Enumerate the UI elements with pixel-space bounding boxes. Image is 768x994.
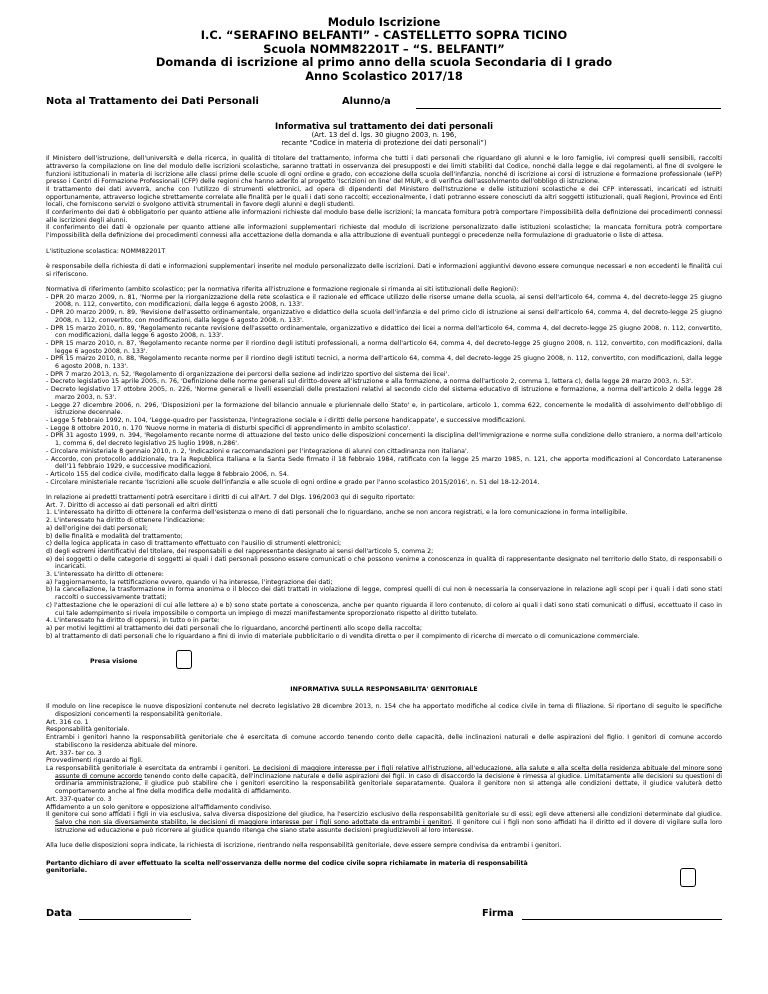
article-text <box>46 765 722 796</box>
rights-item: a) l'aggiornamento, la rettificazione ovvero, quando vi ha interesse, l'integrazione dei dati; <box>46 578 333 586</box>
presa-visione-row <box>46 644 722 678</box>
pertanto-statement: Pertanto dichiaro di aver effettuato la scelta nell'osservanza delle norme del codice civile sopra richiamate in materia di responsabilità genitoriale. <box>46 859 528 875</box>
data-field[interactable] <box>79 919 191 920</box>
rights-list <box>46 502 722 641</box>
firma-label: Firma <box>482 907 514 919</box>
header-title: Modulo Iscrizione <box>327 15 441 29</box>
data-label: Data <box>46 907 73 919</box>
normativa-item: - Circolare ministeriale 8 gennaio 2010, n. 2, 'Indicazioni e raccomandazioni per l'integrazione di alunni con cittadinanza non italiana'. <box>46 447 469 455</box>
rights-item: b) al trattamento di dati personali che lo riguardano a fini di invio di materiale pubblicitario o di vendita diretta o per il compimento di ricerche di mercato o di comunicazione commerciale. <box>46 632 640 640</box>
paragraph: Il conferimento dei dati è obbligatorio per quanto attiene alle informazioni richieste dal modulo base delle iscrizioni; la mancata fornitura potrà comportare l'impossibilità della definizione dei procedimenti connessi alle iscrizioni degli alunni. <box>46 209 722 224</box>
alunno-label: Alunno/a <box>342 96 391 108</box>
normativa-item: - DPR 31 agosto 1999, n. 394, 'Regolamento recante norme di attuazione del testo unico delle disposizioni concernenti la disciplina dell'immigrazione e norme sulla condizione dello straniero, a norma dell'articolo 1, comma 6, del decreto legislativo 25 luglio 1998, n.286'. <box>46 432 722 448</box>
rights-item: d) degli estremi identificativi del titolare, dei responsabili e del rappresentante designato ai sensi dell'articolo 5, comma 2; <box>46 547 434 555</box>
normativa-item: - Decreto legislativo 15 aprile 2005, n. 76, 'Definizione delle norme generali sul diritto-dovere all'istruzione e alla formazione, a norma dell'articolo 2, comma 1, lettera c), della legge 28 marzo 2003, n. 53'. <box>46 378 694 386</box>
presa-visione-checkbox[interactable] <box>176 650 192 669</box>
article-text-part: La responsabilità genitoriale è esercitata da entrambi i genitori. <box>46 764 253 772</box>
normativa-item: - DPR 15 marzo 2010, n. 89, 'Regolamento recante revisione dell'assetto ordinamentale, organizzativo e didattico dei licei a norma dell'articolo 64, comma 4, del decreto-legge 25 giugno 2008, n. 112, convertito, con modificazioni, dalla legge 6 agosto 2008, n. 133'. <box>46 324 722 340</box>
rights-item: 3. L'interessato ha diritto di ottenere: <box>46 571 164 579</box>
rights-item: a) dell'origine dei dati personali; <box>46 524 148 532</box>
rights-item: 1. L'interessato ha diritto di ottenere la conferma dell'esistenza o meno di dati personali che lo riguardano, anche se non ancora registrati, e la loro comunicazione in forma intelligibile. <box>46 509 628 517</box>
school-code-line: L'istituzione scolastica: NOMM82201T <box>46 247 166 255</box>
article-heading: Art. 337-quater co. 3 <box>46 795 112 803</box>
normativa-item: - Legge 5 febbraio 1992, n. 104, 'Legge-quadro per l'assistenza, l'integrazione sociale e i diritti delle persone handicappate', e successive modificazioni. <box>46 416 526 424</box>
article-title: Responsabilità genitoriale. <box>46 726 130 734</box>
firma-field[interactable] <box>522 919 722 920</box>
header-request: Domanda di iscrizione al primo anno della scuola Secondaria di I grado <box>155 55 613 70</box>
paragraph: Il conferimento dei dati è opzionale per quanto attiene alle informazioni supplementari richieste dal modulo di iscrizione personalizzato dalle istituzioni scolastiche; la mancata fornitura potrà comportare l'impossibilità della definizione dei procedimenti connessi alla accettazione della domanda e alla attribuzione di eventuali punteggi o precedenze nella formulazione di graduatorie o liste di attesa. <box>46 224 722 240</box>
rights-item: Art. 7. Diritto di accesso ai dati personali ed altri diritti <box>46 501 218 509</box>
rights-intro: In relazione ai predetti trattamenti potrà esercitare i diritti di cui all'Art. 7 del Dlgs. 196/2003 qui di seguito riportato: <box>46 494 415 501</box>
header-school: I.C. “SERAFINO BELFANTI” - CASTELLETTO SOPRA TICINO <box>200 28 568 43</box>
document-page <box>46 16 722 922</box>
normativa-item: - DPR 15 marzo 2010, n. 88, 'Regolamento recante norme per il riordino degli istituti tecnici, a norma dell'articolo 64, comma 4, del decreto-legge 25 giugno 2008, n. 112, convertito, con modificazioni, dalla legge 6 agosto 2008, n. 133'. <box>46 355 722 371</box>
article-text: Entrambi i genitori hanno la responsabilità genitoriale che è esercitata di comune accordo tenendo conto delle capacità, delle inclinazioni naturali e delle aspirazioni del figlio. I genitori di comune accordo stabiliscono la residenza abituale del minore. <box>46 734 722 749</box>
rights-item: 2. L'interessato ha diritto di ottenere l'indicazione: <box>46 517 205 525</box>
article-title: Provvedimenti riguardo ai figli. <box>46 757 143 765</box>
rights-item: a) per motivi legittimi al trattamento dei dati personali che lo riguardano, ancorché pertinenti allo scopo della raccolta; <box>46 624 422 632</box>
normativa-intro: Normativa di riferimento (ambito scolastico; per la normativa riferita all'istruzione e formazione regionale si rimanda ai siti istituzionali delle Regioni): <box>46 286 519 294</box>
paragraph: Il trattamento dei dati avverrà, anche con l'utilizzo di strumenti elettronici, ad opera di dipendenti del Ministero dell'Istruzione e delle istituzioni scolastiche e dei CFP interessati, incaricati ed istruiti opportunamente, attraverso logiche strettamente correlate alle finalità per le quali i dati sono raccolti; eccezionalmente, i dati potranno essere conosciuti da altri soggetti istituzionali, quali Regioni, Province ed Enti locali, che forniscono servizi o svolgono attività strumentali in favore degli alunni e degli studenti. <box>46 185 722 209</box>
rights-item: e) dei soggetti o delle categorie di soggetti ai quali i dati personali possono essere comunicati o che possono venirne a conoscenza in qualità di rappresentante designato nel territorio dello Stato, di responsabili o incaricati. <box>46 555 722 571</box>
responsabilita-intro: Il modulo on line recepisce le nuove disposizioni contenute nel decreto legislativo 28 dicembre 2013, n. 154 che ha apportato modifiche al codice civile in tema di filiazione. Si riportano di seguito le specifiche disposizioni concernenti la responsabilità genitoriale. <box>46 703 722 719</box>
responsabilita-title: INFORMATIVA SULLA RESPONSABILITA' GENITORIALE <box>290 686 478 694</box>
normativa-item: - Legge 8 ottobre 2010, n. 170 'Nuove norme in materia di disturbi specifici di apprendimento in ambito scolastico'. <box>46 424 411 432</box>
normativa-item: - Articolo 155 del codice civile, modificato dalla legge 8 febbraio 2006, n. 54. <box>46 470 289 478</box>
rights-item: b) delle finalità e modalità del trattamento; <box>46 532 183 540</box>
nota-label: Nota al Trattamento dei Dati Personali <box>46 96 259 108</box>
header-school-code: Scuola NOMM82201T – “S. BELFANTI” <box>263 41 505 56</box>
informativa-title: Informativa sul trattamento dei dati personali <box>275 121 493 132</box>
article-text <box>46 811 722 834</box>
article-text-part: . Il genitore cui i figli non sono affidati ha il diritto ed il dovere di vigilare sulla loro istruzione ed educazione e può ricorrere al giudice quando ritenga che siano state assunte decisioni pregiudizievoli al loro interesse. <box>55 818 722 834</box>
document-header <box>46 16 722 83</box>
article-heading: Art. 337- ter co. 3 <box>46 749 102 757</box>
pertanto-checkbox[interactable] <box>680 868 696 887</box>
normativa-item: - DPR 15 marzo 2010, n. 87, 'Regolamento recante norme per il riordino degli istituti professionali, a norma dell'articolo 64, comma 4, del decreto-legge 25 giugno 2008, n. 112, convertito, con modificazioni, dalla legge 6 agosto 2008, n. 133'. <box>46 339 722 355</box>
header-year: Anno Scolastico 2017/18 <box>305 68 463 83</box>
normativa-item: - Circolare ministeriale recante 'Iscrizioni alle scuole dell'infanzia e alle scuole di ogni ordine e grado per l'anno scolastico 2015/2016', n. 51 del 18-12-2014. <box>46 478 540 486</box>
alunno-field[interactable] <box>416 108 721 109</box>
closing-paragraph: Alla luce delle disposizioni sopra indicate, la richiesta di iscrizione, rientrando nella responsabilità genitoriale, deve essere sempre condivisa da entrambi i genitori. <box>46 842 562 849</box>
underlined-text: Le decisioni di maggiore interesse per i figli relative all'istruzione, all'educazione, alla salute e alla scelta della residenza abituale del minore sono assunte di comune accordo <box>55 764 722 780</box>
article-heading: Art. 316 co. 1 <box>46 718 89 726</box>
normativa-list <box>46 294 722 487</box>
paragraph: è responsabile della richiesta di dati e informazioni supplementari inserite nel modulo personalizzato delle iscrizioni. Dati e informazioni aggiuntivi devono essere comunque necessari e non eccedenti le finalità cui si riferiscono. <box>46 262 722 278</box>
normativa-item: - DPR 7 marzo 2013, n. 52, 'Regolamento di organizzazione dei percorsi della sezione ad indirizzo sportivo del sistema dei licei'. <box>46 370 450 378</box>
pertanto-row <box>46 860 722 890</box>
rights-item: 4. L'interessato ha diritto di opporsi, in tutto o in parte: <box>46 617 220 625</box>
normativa-item: - DPR 20 marzo 2009, n. 89, 'Revisione dell'assetto ordinamentale, organizzativo e didattico della scuola dell'infanzia e del primo ciclo di istruzione ai sensi dell'articolo 64, comma 4, del decreto-legge 25 giugno 2008, n. 112, convertito, con modificazioni, dalla legge 6 agosto 2008, n. 133'. <box>46 309 722 324</box>
normativa-item: - Legge 27 dicembre 2006, n. 296, 'Disposizioni per la formazione del bilancio annuale e pluriennale dello Stato' e, in particolare, articolo 1, comma 622, concernente le modalità di assolvimento dell'obbligo di istruzione decennale. <box>46 401 722 417</box>
rights-item: c) della logica applicata in caso di trattamento effettuato con l'ausilio di strumenti elettronici; <box>46 540 342 548</box>
normativa-item: - Decreto legislativo 17 ottobre 2005, n. 226, 'Norme generali e livelli essenziali delle prestazioni relativi al secondo ciclo del sistema educativo di istruzione e formazione, a norma dell'articolo 2 della legge 28 marzo 2003, n. 53'. <box>46 386 722 401</box>
informativa-subtitle-2: recante “Codice in materia di protezione dei dati personali”) <box>281 139 487 148</box>
signature-row <box>46 908 722 922</box>
article-title: Affidamento a un solo genitore e opposizione all'affidamento condiviso. <box>46 803 272 811</box>
rights-item: c) l'attestazione che le operazioni di cui alle lettere a) e b) sono state portate a conoscenza, anche per quanto riguarda il loro contenuto, di coloro ai quali i dati sono stati comunicati o diffusi, eccettuato il caso in cui tale adempimento si rivela impossibile o comporta un impiego di mezzi manifestamente sproporzionato rispetto al diritto tutelato. <box>46 601 722 617</box>
article-text-part: tenendo conto delle capacità, dell'inclinazione naturale e delle aspirazioni dei figli. In caso di disaccordo la decisione è rimessa al giudice. Limitatamente alle decisioni su questioni di ordinaria amministrazione, il giudice può stabilire che i genitori esercitino la responsabilità genitoriale separatamente. Qualora il genitore non si attenga alle condizioni dettate, il giudice valuterà detto comportamento anche al fine della modifica delle modalità di affidamento. <box>55 772 723 796</box>
article-text-part: Il genitore cui sono affidati i figli in via esclusiva, salva diversa disposizione del giudice, ha l'esercizio esclusivo della responsabilità genitoriale su di essi; egli deve attenersi alle condizioni determinate dal giudice. <box>46 811 722 819</box>
informativa-subtitle-1: (Art. 13 del d. lgs. 30 giugno 2003, n. 196, <box>311 131 457 140</box>
nota-row <box>46 90 722 112</box>
rights-item: b) la cancellazione, la trasformazione in forma anonima o il blocco dei dati trattati in violazione di legge, compresi quelli di cui non è necessaria la conservazione in relazione agli scopi per i quali i dati sono stati raccolti o successivamente trattati; <box>46 586 722 602</box>
underlined-text: Salvo che non sia diversamente stabilito, le decisioni di maggiore interesse per i figli sono adottate da entrambi i genitori <box>55 818 452 826</box>
normativa-item: - Accordo, con protocollo addizionale, tra la Repubblica Italiana e la Santa Sede firmato il 18 febbraio 1984, ratificato con la legge 25 marzo 1985, n. 121, che apporta modificazioni al Concordato Lateranense dell'11 febbraio 1929, e successive modificazioni. <box>46 455 722 471</box>
paragraph: Il Ministero dell'istruzione, dell'università e della ricerca, in qualità di titolare del trattamento, informa che tutti i dati personali che riguardano gli alunni e le loro famiglie, ivi compresi quelli sensibili, raccolti attraverso la compilazione on line del modulo delle iscrizioni scolastiche, saranno trattati in osservanza dei presupposti e dei limiti stabiliti dal Codice, nonché dalla legge e dai regolamenti, al fine di svolgere le funzioni istituzionali in materia di iscrizione alle classi prime delle scuole di ogni ordine e grado, con eccezione della scuola dell'infanzia, nonché di iscrizione ai corsi di istruzione e formazione professionale (IeFP) presso i Centri di Formazione Professionali (CFP) delle regioni che hanno aderito al progetto 'Iscrizioni on line' del MIUR, e di verifica dell'assolvimento dell'obbligo di istruzione. <box>46 155 722 186</box>
normativa-item: - DPR 20 marzo 2009, n. 81, 'Norme per la riorganizzazione della rete scolastica e il razionale ed efficace utilizzo delle risorse umane della scuola, ai sensi dell'articolo 64, comma 4, del decreto-legge 25 giugno 2008, n. 112, convertito, con modificazioni, dalla legge 6 agosto 2008, n. 133'. <box>46 293 722 309</box>
presa-visione-label: Presa visione <box>90 658 138 666</box>
